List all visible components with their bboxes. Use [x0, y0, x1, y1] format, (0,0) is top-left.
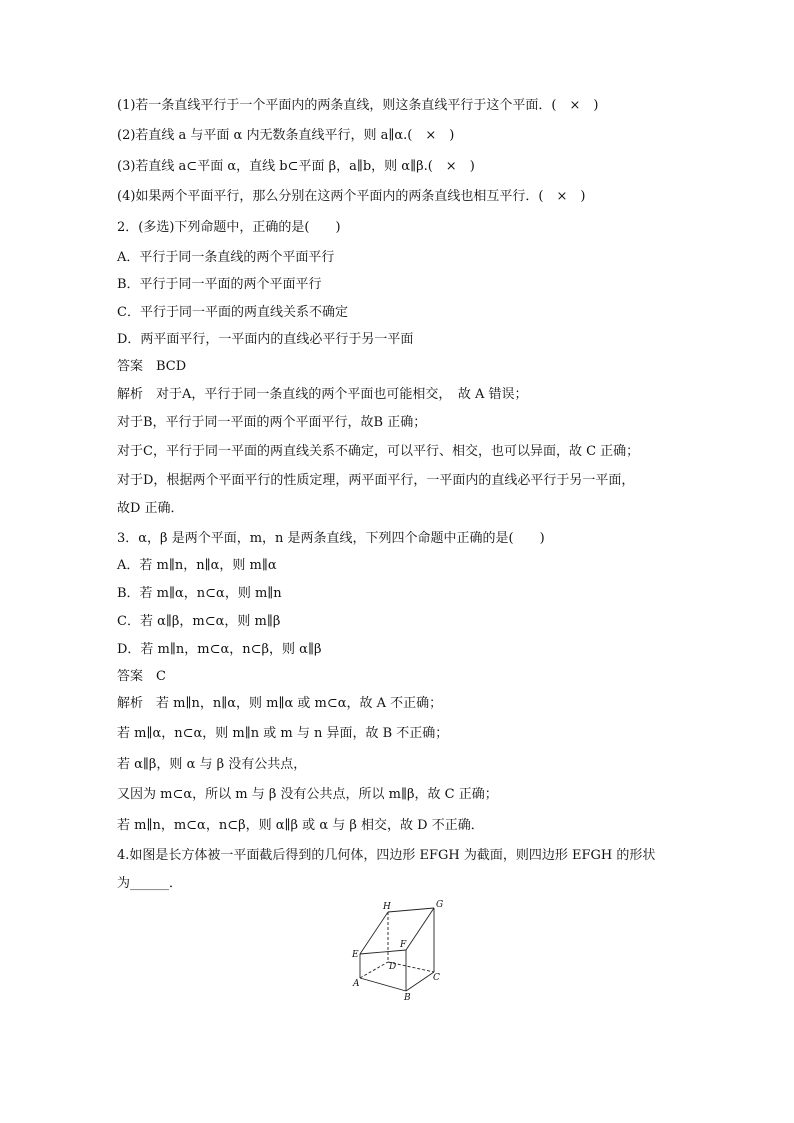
explanation: 解析 若 m∥n，n∥α，则 m∥α 或 m⊂α，故 A 不正确； — [117, 696, 443, 711]
explanation: 解析 对于A，平行于同一条直线的两个平面也可能相交， 故 A 错误； — [117, 387, 528, 402]
option-b: B．若 m∥α，n⊂α，则 m∥n — [117, 586, 282, 601]
edge-ab — [360, 978, 406, 991]
vertex-label-g: G — [436, 900, 444, 910]
vertex-label-a: A — [353, 979, 360, 989]
explanation: 若 α∥β，则 α 与 β 没有公共点， — [117, 757, 307, 772]
explanation: 故D 正确． — [117, 501, 184, 516]
vertex-label-e: E — [352, 950, 359, 960]
option-b: B．平行于同一平面的两个平面平行 — [117, 277, 322, 292]
option-a: A．若 m∥n，n∥α，则 m∥α — [117, 558, 277, 573]
edge-ef — [360, 950, 406, 954]
edge-gf — [406, 908, 434, 950]
question-4-stem: 4.如图是长方体被一平面截后得到的几何体，四边形 EFGH 为截面，则四边形 EFGH 的形状 — [117, 848, 656, 863]
edge-hg — [388, 908, 434, 912]
question-2-stem: 2．(多选)下列命题中，正确的是( ) — [117, 220, 341, 235]
explanation: 对于C，平行于同一平面的两直线关系不确定，可以平行、相交，也可以异面，故 C 正确； — [117, 444, 640, 459]
option-d: D．两平面平行，一平面内的直线必平行于另一平面 — [117, 332, 414, 347]
option-c: C．平行于同一平面的两直线关系不确定 — [117, 305, 348, 320]
explanation: 又因为 m⊂α，所以 m 与 β 没有公共点，所以 m∥β，故 C 正确； — [117, 787, 498, 802]
vertex-label-f: F — [400, 940, 407, 950]
edge-he — [360, 912, 388, 954]
vertex-label-b: B — [404, 993, 411, 1003]
explanation: 对于D，根据两个平面平行的性质定理，两平面平行，一平面内的直线必平行于另一平面， — [117, 473, 635, 488]
explanation: 对于B，平行于同一平面的两个平面平行，故B 正确； — [117, 415, 427, 430]
vertex-label-d: D — [389, 962, 397, 972]
edge-bc — [406, 972, 434, 991]
vertex-label-c: C — [433, 973, 440, 983]
vertex-label-h: H — [383, 902, 391, 912]
solid-geometry-figure — [340, 896, 460, 1006]
text-line: (4)如果两个平面平行，那么分别在这两个平面内的两条直线也相互平行．( × ) — [117, 189, 586, 204]
option-d: D．若 m∥n，m⊂α，n⊂β，则 α∥β — [117, 642, 322, 657]
text-line: (1)若一条直线平行于一个平面内的两条直线，则这条直线平行于这个平面．( × ) — [117, 98, 599, 113]
text-line: (2)若直线 a 与平面 α 内无数条直线平行，则 a∥α.( × ) — [117, 128, 455, 143]
option-a: A．平行于同一条直线的两个平面平行 — [117, 250, 335, 265]
explanation: 若 m∥α，n⊂α，则 m∥n 或 m 与 n 异面，故 B 不正确； — [117, 726, 449, 741]
answer: 答案 BCD — [117, 359, 187, 374]
explanation: 若 m∥n，m⊂α，n⊂β，则 α∥β 或 α 与 β 相交，故 D 不正确． — [117, 818, 484, 833]
question-3-stem: 3．α，β 是两个平面，m，n 是两条直线，下列四个命题中正确的是( ) — [117, 531, 545, 546]
answer: 答案 C — [117, 669, 166, 684]
edge-ad-hidden — [360, 962, 388, 978]
question-4-blank: 为______． — [117, 876, 183, 891]
text-line: (3)若直线 a⊂平面 α，直线 b⊂平面 β，a∥b，则 α∥β.( × ) — [117, 159, 475, 174]
option-c: C．若 α∥β，m⊂α，则 m∥β — [117, 614, 281, 629]
